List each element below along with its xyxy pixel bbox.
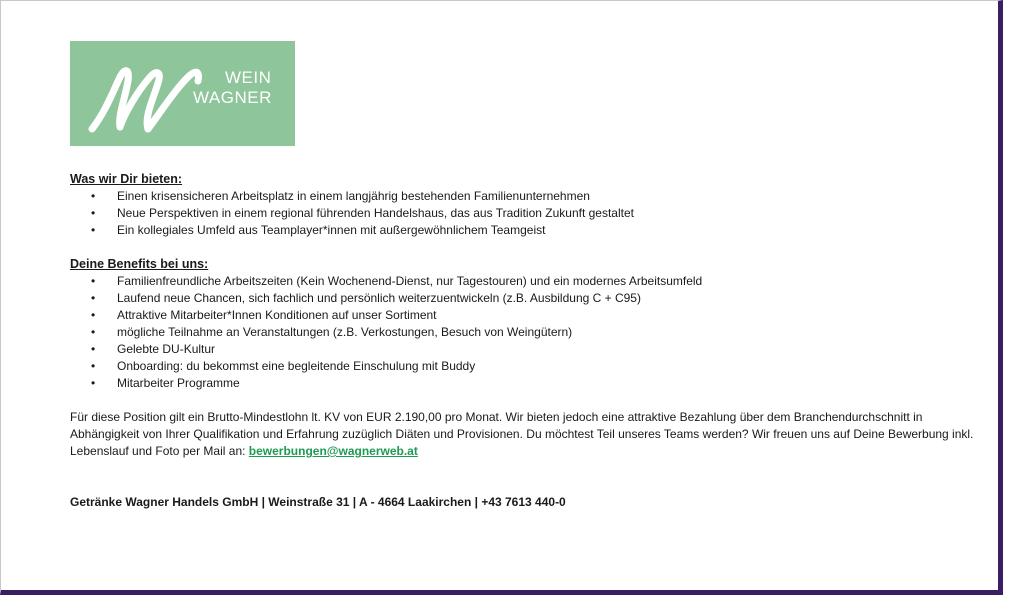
offer-list [70, 188, 980, 239]
spacer [70, 477, 980, 494]
list-item: • Attraktive Mitarbeiter*Innen Konditionen auf unser Sortiment [70, 307, 980, 324]
spacer [70, 392, 980, 409]
salary-text: Für diese Position gilt ein Brutto-Mindestlohn lt. KV von EUR 2.190,00 pro Monat. Wir bieten jedoch eine attraktive Bezahlung über dem Branchendurchschnitt in Abhängigkeit von Ihrer Qualifikation und Erfahrung zuzüglich Diäten und Provisionen. Du möchtest Teil unseres Teams werden? Wir freuen uns auf Deine Bewerbung inkl. Lebenslauf und Foto per Mail an: [70, 410, 974, 458]
list-item: • Neue Perspektiven in einem regional führenden Handelshaus, das aus Tradition Zukunft gestaltet [70, 205, 980, 222]
logo-text-wagner: WAGNER [193, 88, 272, 107]
wein-wagner-logo [70, 41, 295, 146]
list-item: • mögliche Teilnahme an Veranstaltungen (z.B. Verkostungen, Besuch von Weingütern) [70, 324, 980, 341]
job-details [70, 171, 980, 511]
list-item: • Mitarbeiter Programme [70, 375, 980, 392]
section-heading-offer: Was wir Dir bieten: [70, 172, 183, 186]
list-item: • Familienfreundliche Arbeitszeiten (Kein Wochenend-Dienst, nur Tagestouren) und ein modernes Arbeitsumfeld [70, 273, 980, 290]
list-item: • Onboarding: du bekommst eine begleitende Einschulung mit Buddy [70, 358, 980, 375]
logo-text-wein: WEIN [225, 68, 272, 87]
section-heading-benefits: Deine Benefits bei uns: [70, 257, 209, 271]
list-item: • Ein kollegiales Umfeld aus Teamplayer*innen mit außergewöhnlichem Teamgeist [70, 222, 980, 239]
spacer [70, 239, 980, 256]
list-item: • Laufend neue Chancen, sich fachlich und persönlich weiterzuentwickeln (z.B. Ausbildung C + C95) [70, 290, 980, 307]
list-item: • Einen krisensicheren Arbeitsplatz in einem langjährig bestehenden Familienunternehmen [70, 188, 980, 205]
list-item: • Gelebte DU-Kultur [70, 341, 980, 358]
salary-paragraph [70, 409, 980, 460]
benefits-list [70, 273, 980, 392]
company-footer: Getränke Wagner Handels GmbH | Weinstraße 31 | A - 4664 Laakirchen | +43 7613 440-0 [70, 495, 566, 509]
application-email-link[interactable]: bewerbungen@wagnerweb.at [248, 444, 418, 458]
spacer [70, 460, 980, 477]
